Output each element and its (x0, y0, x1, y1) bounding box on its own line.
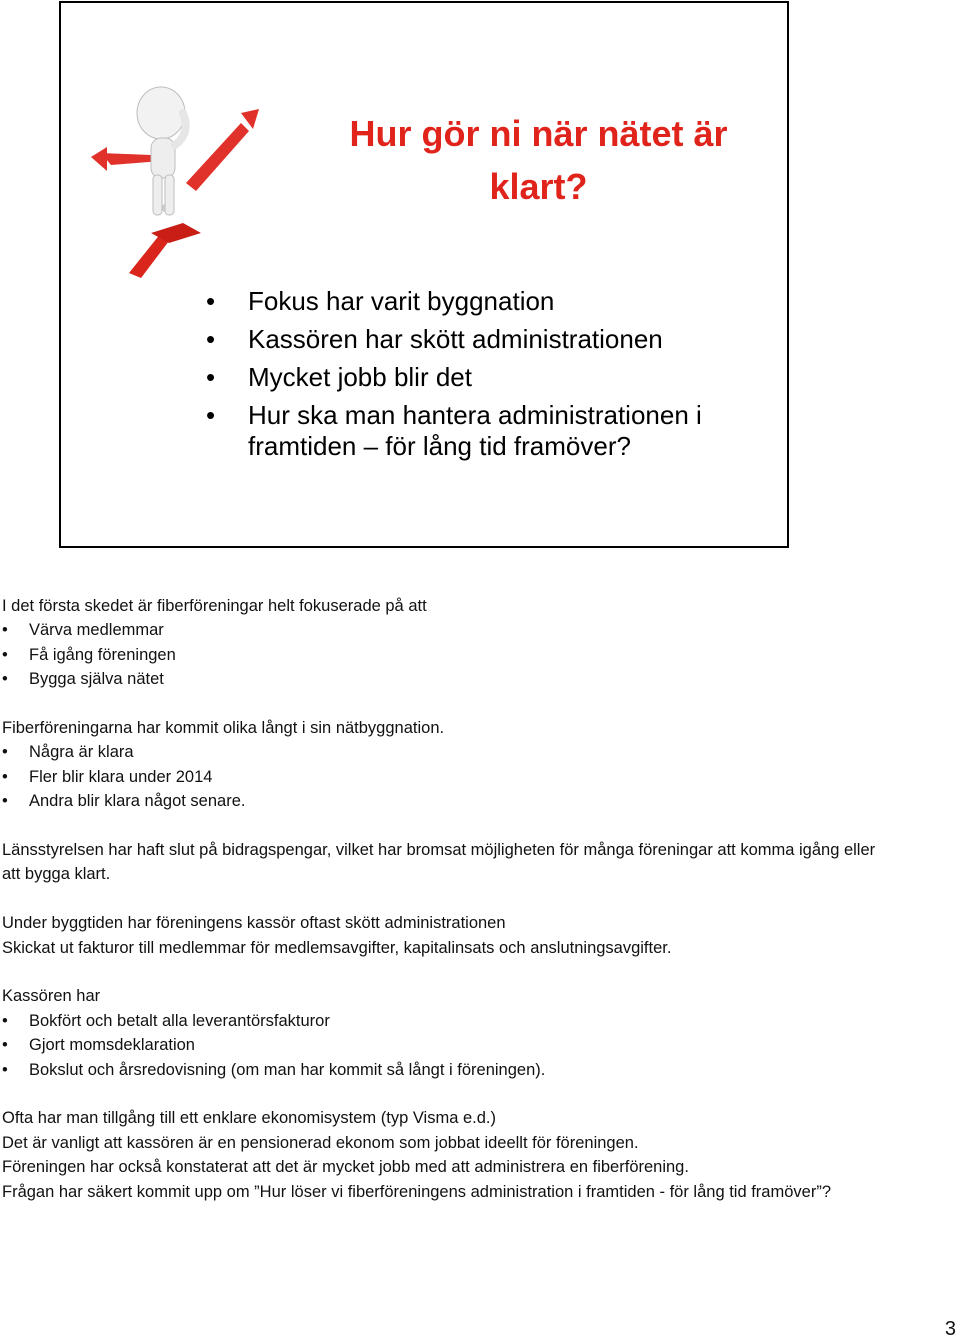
slide-bullet-list (206, 286, 776, 469)
kassor-list (2, 1009, 882, 1082)
notes-intro: I det första skedet är fiberföreningar helt fokuserade på att (2, 597, 427, 615)
notes-kassor-section (2, 984, 882, 1082)
slide-bullet: • Hur ska man hantera administrationen i framtiden – för lång tid framöver? (206, 400, 702, 461)
notes-kassor-heading: Kassören har (2, 987, 101, 1006)
slide-frame (59, 1, 789, 548)
notes-byggtid-line-2: Skickat ut fakturor till medlemmar för medlemsavgifter, kapitalinsats och anslutningsavgifter. (2, 938, 672, 957)
list-item: • Gjort momsdeklaration (2, 1036, 195, 1055)
notes-byggtid-section (2, 911, 882, 960)
list-item: • Bygga själva nätet (2, 670, 164, 689)
slide-bullet: • Mycket jobb blir det (206, 362, 472, 392)
list-item: • Några är klara (2, 743, 134, 762)
slide-bullet: • Kassören har skött administrationen (206, 324, 663, 354)
slide-bullet: • Fokus har varit byggnation (206, 286, 555, 316)
speaker-notes (2, 594, 882, 1228)
list-item: • Få igång föreningen (2, 645, 176, 664)
crossroads-figure-icon (91, 83, 276, 278)
list-item: • Värva medlemmar (2, 621, 164, 640)
list-item: • Fler blir klara under 2014 (2, 767, 213, 786)
list-item: • Bokslut och årsredovisning (om man har kommit så långt i föreningen). (2, 1060, 546, 1079)
page-number: 3 (944, 1318, 956, 1340)
notes-final-line-3: Föreningen har också konstaterat att det är mycket jobb med att administrera en fiberförening. (2, 1158, 689, 1177)
intro-list (2, 618, 882, 691)
notes-final-line-1: Ofta har man tillgång till ett enklare ekonomisystem (typ Visma e.d.) (2, 1109, 496, 1128)
notes-progress: Fiberföreningarna har kommit olika långt i sin nätbyggnation. (2, 719, 445, 738)
notes-progress-section (2, 716, 882, 814)
notes-final-section (2, 1106, 882, 1204)
notes-lansstyrelsen-section (2, 838, 882, 887)
progress-list (2, 740, 882, 813)
notes-intro-section (2, 594, 882, 692)
notes-final-line-2: Det är vanligt att kassören är en pensionerad ekonom som jobbat ideellt för föreningen. (2, 1133, 639, 1152)
list-item: • Bokfört och betalt alla leverantörsfakturor (2, 1011, 330, 1030)
notes-byggtid-line-1: Under byggtiden har föreningens kassör oftast skött administrationen (2, 914, 506, 933)
notes-lansstyrelsen: Länsstyrelsen har haft slut på bidragspengar, vilket har bromsat möjligheten för många föreningar att komma igång eller att bygga klart. (2, 841, 876, 884)
list-item: • Andra blir klara något senare. (2, 792, 246, 811)
slide-title: Hur gör ni när nätet är klart? (349, 113, 728, 207)
notes-final-line-4: Frågan har säkert kommit upp om ”Hur löser vi fiberföreningens administration i framtiden - för lång tid framöver”? (2, 1182, 831, 1201)
